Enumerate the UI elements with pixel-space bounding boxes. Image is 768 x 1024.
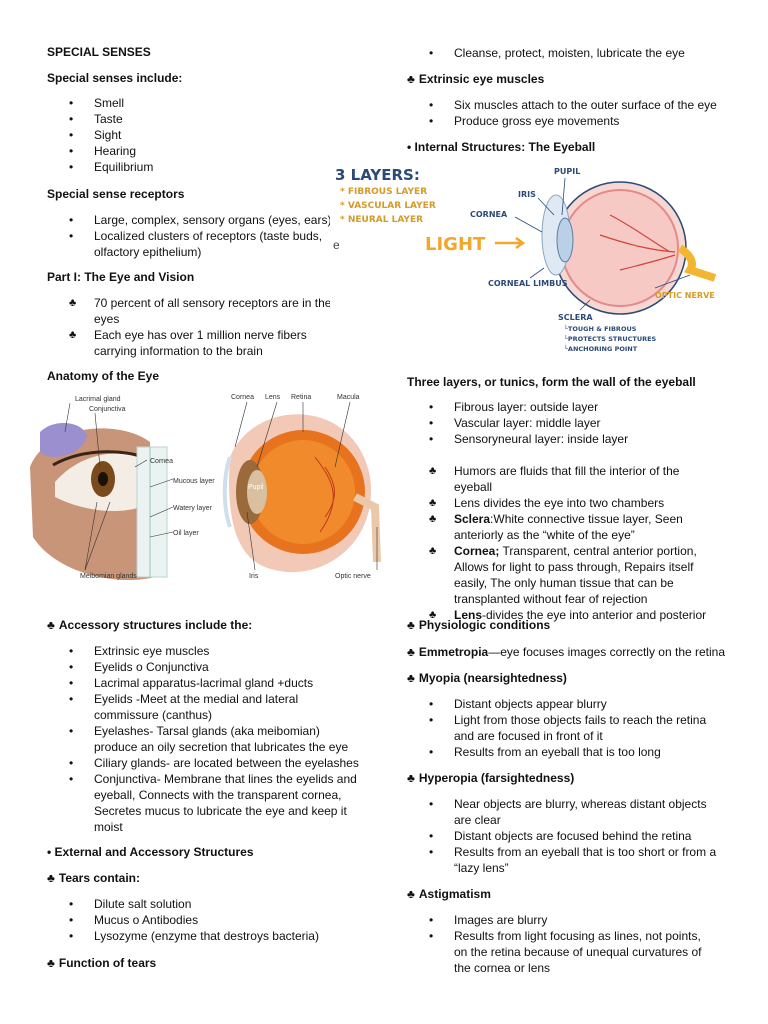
list-item: • Ciliary glands- are located between the eyelashes [47,755,362,771]
optic-nerve-label: Optic nerve [335,573,371,580]
layers-title: 3 LAYERS: [335,166,420,184]
lacrimal-gland-label: Lacrimal gland [75,396,121,403]
external-eye-illustration [30,423,167,580]
list-item: • Mucus o Antibodies [47,912,362,928]
astigmatism-list [407,912,712,976]
pupil-label: PUPIL [554,167,581,176]
list-item: ♣ Each eye has over 1 million nerve fibers carrying information to the brain [47,327,337,359]
stray-letter: e [333,238,340,252]
list-item: • Cleanse, protect, moisten, lubricate the eye [407,45,727,61]
receptors-heading: Special sense receptors [47,187,185,201]
list-item: • Conjunctiva- Membrane that lines the eyelids and eyeball, Connects with the transparent cornea, Secretes mucus to lubricate the eye and keep it moist [47,771,362,835]
corneal-limbus-label: CORNEAL LIMBUS [488,279,568,288]
lens-label: Lens [265,394,281,401]
iris-label: Iris [249,573,259,580]
list-item: • Lacrimal apparatus-lacrimal gland +ducts [47,675,362,691]
watery-layer-label: Watery layer [173,505,213,512]
hyperopia-list [407,796,722,876]
list-item: • Eyelashes- Tarsal glands (aka meibomian) produce an oily secretion that lubricates the eye [47,723,362,755]
cornea-label: CORNEA [470,210,508,219]
physiologic-heading: ♣ Physiologic conditions [407,617,727,633]
external-heading: • External and Accessory Structures [47,845,254,859]
sclera-note: └ANCHORING POINT [564,345,638,353]
layers-list [407,399,727,447]
list-item: • Taste [47,111,347,127]
hyperopia-heading: ♣ Hyperopia (farsightedness) [407,770,727,786]
conjunctiva-label: Conjunctiva [89,406,126,413]
macula-label: Macula [337,394,360,401]
list-item: • Eyelids o Conjunctiva [47,659,362,675]
part1-list [47,295,337,359]
list-item: • Results from an eyeball that is too short or from a “lazy lens” [407,844,722,876]
list-item: ♣ Cornea; Transparent, central anterior portion, Allows for light to pass through, Repairs itself easily, The only human tissue that can be transplanted without fear of rejection [407,543,717,607]
sclera-note: └PROTECTS STRUCTURES [564,335,657,343]
sclera-note: └TOUGH & FIBROUS [564,325,637,333]
list-item: ♣ Humors are fluids that fill the interior of the eyeball [407,463,717,495]
list-item: • Sensoryneural layer: inside layer [407,431,727,447]
mucous-layer-label: Mucous layer [173,478,215,485]
oil-layer-label: Oil layer [173,530,199,537]
pupil-label: Pupil [248,484,264,491]
layers-heading: Three layers, or tunics, form the wall of the eyeball [407,375,696,389]
list-item: • Dilute salt solution [47,896,362,912]
list-item: • Six muscles attach to the outer surface of the eye [407,97,727,113]
astigmatism-heading: ♣ Astigmatism [407,886,727,902]
list-item: • Light from those objects fails to reach the retina and are focused in front of it [407,712,722,744]
iris-label: IRIS [518,190,536,199]
list-item: • Equilibrium [47,159,347,175]
list-item: • Images are blurry [407,912,712,928]
optic-nerve-label: OPTIC NERVE [655,291,715,300]
meibomian-glands-label: Meibomian glands [80,573,137,580]
vascular-layer-label: * VASCULAR LAYER [340,201,436,211]
extrinsic-list [407,97,727,129]
anatomy-heading: Anatomy of the Eye [47,369,160,383]
list-item: • Near objects are blurry, whereas distant objects are clear [407,796,722,828]
accessory-heading: ♣ Accessory structures include the: [47,617,347,633]
list-item: • Produce gross eye movements [407,113,727,129]
list-item: • Results from light focusing as lines, not points, on the retina because of unequal curvatures of the cornea or lens [407,928,712,976]
cornea-right-label: Cornea [231,394,254,401]
light-arrow-icon [495,238,523,248]
list-item: ♣ Lens-divides the eye into anterior and posterior [407,607,717,623]
retina-label: Retina [291,394,312,401]
part1-heading: Part I: The Eye and Vision [47,270,195,284]
accessory-list [47,643,362,835]
tears-heading: ♣ Tears contain: [47,870,347,886]
function-heading: ♣ Function of tears [47,955,347,971]
list-item: • Hearing [47,143,347,159]
list-item: ♣ Lens divides the eye into two chambers [407,495,717,511]
list-item: • Fibrous layer: outside layer [407,399,727,415]
cornea-left-label: Cornea [150,458,173,465]
list-item: • Results from an eyeball that is too long [407,744,722,760]
list-item: • Extrinsic eye muscles [47,643,362,659]
eye-anatomy-diagram [25,387,390,587]
list-item: ♣ Sclera:White connective tissue layer, Seen anteriorly as the “white of the eye” [407,511,717,543]
tears-list [47,896,362,944]
humors-list [407,463,717,623]
list-item: • Smell [47,95,347,111]
list-item: • Vascular layer: middle layer [407,415,727,431]
list-item: ♣ 70 percent of all sensory receptors are in the eyes [47,295,337,327]
include-list [47,95,347,175]
list-item: • Localized clusters of receptors (taste buds, olfactory epithelium) [47,228,337,260]
eyeball-cross-section-illustration [225,414,377,572]
myopia-list [407,696,722,760]
light-label: LIGHT [425,234,486,255]
myopia-heading: ♣ Myopia (nearsightedness) [407,670,727,686]
internal-heading: • Internal Structures: The Eyeball [407,140,596,154]
list-item: • Eyelids -Meet at the medial and lateral commissure (canthus) [47,691,362,723]
receptors-list [47,212,337,260]
list-item: • Large, complex, sensory organs (eyes, ears) [47,212,337,228]
list-item: • Lysozyme (enzyme that destroys bacteria) [47,928,362,944]
neural-layer-label: * NEURAL LAYER [340,215,424,225]
list-item: • Distant objects are focused behind the retina [407,828,722,844]
emmetropia-line: ♣ Emmetropia—eye focuses images correctly on the retina [407,644,727,660]
extrinsic-heading: ♣ Extrinsic eye muscles [407,71,727,87]
include-heading: Special senses include: [47,71,183,85]
function-list [407,45,727,61]
fibrous-layer-label: * FIBROUS LAYER [340,187,428,197]
eyeball-layers-diagram [330,160,730,360]
list-item: • Distant objects appear blurry [407,696,722,712]
page-title: SPECIAL SENSES [47,45,151,59]
sclera-label: SCLERA [558,313,593,322]
list-item: • Sight [47,127,347,143]
